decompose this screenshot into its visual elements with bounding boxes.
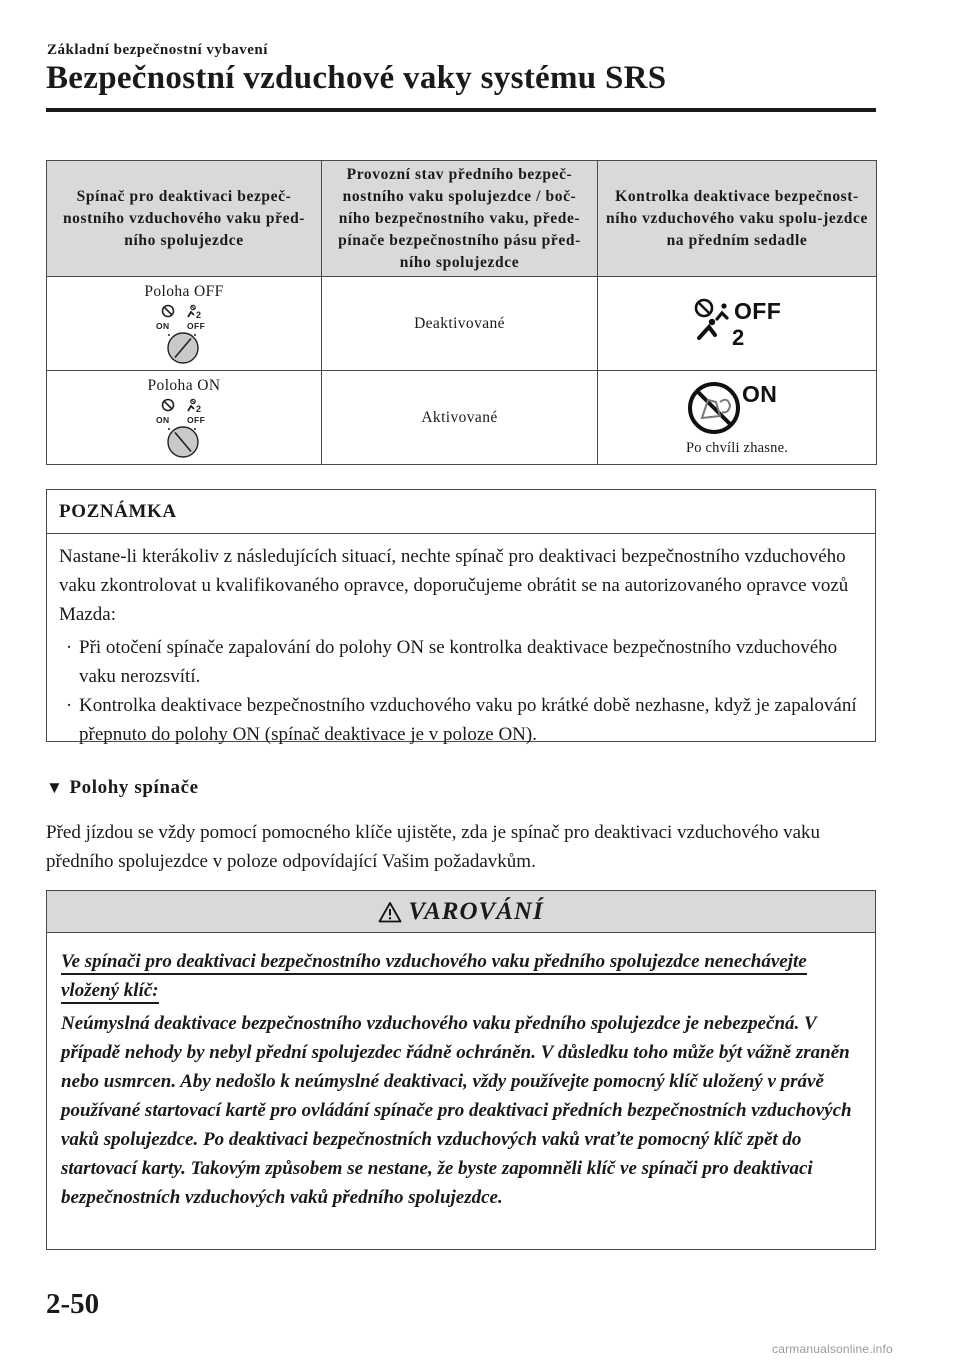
indicator-cell: [598, 277, 877, 371]
switch-position-label: Poloha ON: [147, 377, 221, 394]
note-body: [47, 534, 875, 749]
warning-triangle-icon: [378, 901, 402, 923]
note-heading: POZNÁMKA: [47, 490, 875, 534]
list-item: [59, 633, 863, 691]
switch-cell: [47, 371, 322, 465]
switch-on-mark: ON: [156, 415, 170, 425]
airbag-off-indicator-icon: [687, 291, 787, 351]
airbag-state-table: [46, 160, 877, 465]
page-number: 2-50: [46, 1288, 100, 1320]
state-cell: Aktivované: [322, 371, 598, 465]
table-header-indicator: Kontrolka deaktivace bezpečnost-ního vzduchového vaku spolu-jezdce na předním sedadle: [598, 161, 877, 277]
section-heading-text: Polohy spínače: [69, 777, 199, 798]
list-item: [59, 691, 863, 749]
switch-cell: [47, 277, 322, 371]
indicator-caption: Po chvíli zhasne.: [685, 440, 789, 456]
switch-position-label: Poloha OFF: [144, 283, 224, 300]
warning-body: [47, 933, 875, 1212]
table-row: [47, 277, 877, 371]
bullet-marker: ·: [65, 637, 73, 658]
airbag-on-indicator-icon: [682, 378, 792, 436]
title-rule: [46, 108, 876, 112]
airbag-deactivation-switch-icon: [147, 397, 221, 459]
indicator-seat-number: 2: [732, 325, 745, 350]
note-bullet-text: Při otočení spínače zapalování do polohy ON se kontrolka deaktivace bezpečnostního vzduchového vaku nerozsvítí.: [79, 637, 838, 687]
section-heading: [46, 777, 199, 799]
section-label: Základní bezpečnostní vybavení: [47, 42, 268, 58]
page-title: Bezpečnostní vzduchové vaky systému SRS: [46, 60, 667, 96]
warning-lead: Ve spínači pro deaktivaci bezpečnostního vzduchového vaku předního spolujezdce nenechávejte vložený klíč:: [61, 951, 807, 1004]
warning-title: VAROVÁNÍ: [408, 897, 544, 925]
note-box: [46, 489, 876, 745]
switch-off-mark: OFF: [187, 415, 206, 425]
section-marker-icon: ▼: [46, 778, 64, 797]
table-header-switch: Spínač pro deaktivaci bezpeč-nostního vzduchového vaku před-ního spolujezdce: [47, 161, 322, 277]
watermark: carmanualsonline.info: [772, 1342, 893, 1356]
indicator-on-text: ON: [742, 381, 778, 407]
table-row: [47, 371, 877, 465]
airbag-deactivation-switch-icon: [147, 303, 221, 365]
svg-text:2: 2: [196, 310, 202, 320]
section-body-text: Před jízdou se vždy pomocí pomocného klíče ujistěte, zda je spínač pro deaktivaci vzduchového vaku předního spolujezdce v poloze odpovídající Vašim požadavkům.: [46, 822, 821, 872]
warning-text: Neúmyslná deaktivace bezpečnostního vzduchového vaku předního spolujezdce je nebezpečná. V případě nehody by nebyl přední spolujezdec řádně ochráněn. V důsledku toho může být vážně zraněn nebo usmrcen. Aby nedošlo k neúmyslné deaktivaci, vždy používejte pomocný klíč uložený v právě používané startovací kartě pro ovládání spínače pro deaktivaci předních bezpečnostních vzduchových vaků spolujezdce. Po deaktivaci bezpečnostních vzduchových vaků vraťte pomocný klíč zpět do startovací karty. Takovým způsobem se nestane, že byste zapomněli klíč ve spínači pro deaktivaci bezpečnostních vzduchových vaků předního spolujezdce.: [61, 1013, 852, 1208]
state-cell: Deaktivované: [322, 277, 598, 371]
note-intro: Nastane-li kterákoliv z následujících situací, nechte spínač pro deaktivaci bezpečnostního vzduchového vaku zkontrolovat u kvalifikovaného opravce, doporučujeme obrátit se na autorizovaného opravce vozů Mazda:: [59, 546, 849, 625]
indicator-cell: [598, 371, 877, 465]
warning-header: [47, 891, 875, 933]
table-header-row: [47, 161, 877, 277]
indicator-off-text: OFF: [734, 298, 782, 324]
table-header-state: Provozní stav předního bezpeč-nostního vaku spolujezdce / boč-ního bezpečnostního vaku, přede-pínače bezpečnostního pásu před-ního spolujezdce: [322, 161, 598, 277]
switch-on-mark: ON: [156, 321, 170, 331]
switch-off-mark: OFF: [187, 321, 206, 331]
note-bullet-text: Kontrolka deaktivace bezpečnostního vzduchového vaku po krátké době nezhasne, když je zapalování přepnuto do polohy ON (spínač deaktivace je v poloze ON).: [79, 695, 857, 745]
svg-text:2: 2: [196, 404, 202, 414]
bullet-marker: ·: [65, 695, 73, 716]
warning-box: [46, 890, 876, 1250]
